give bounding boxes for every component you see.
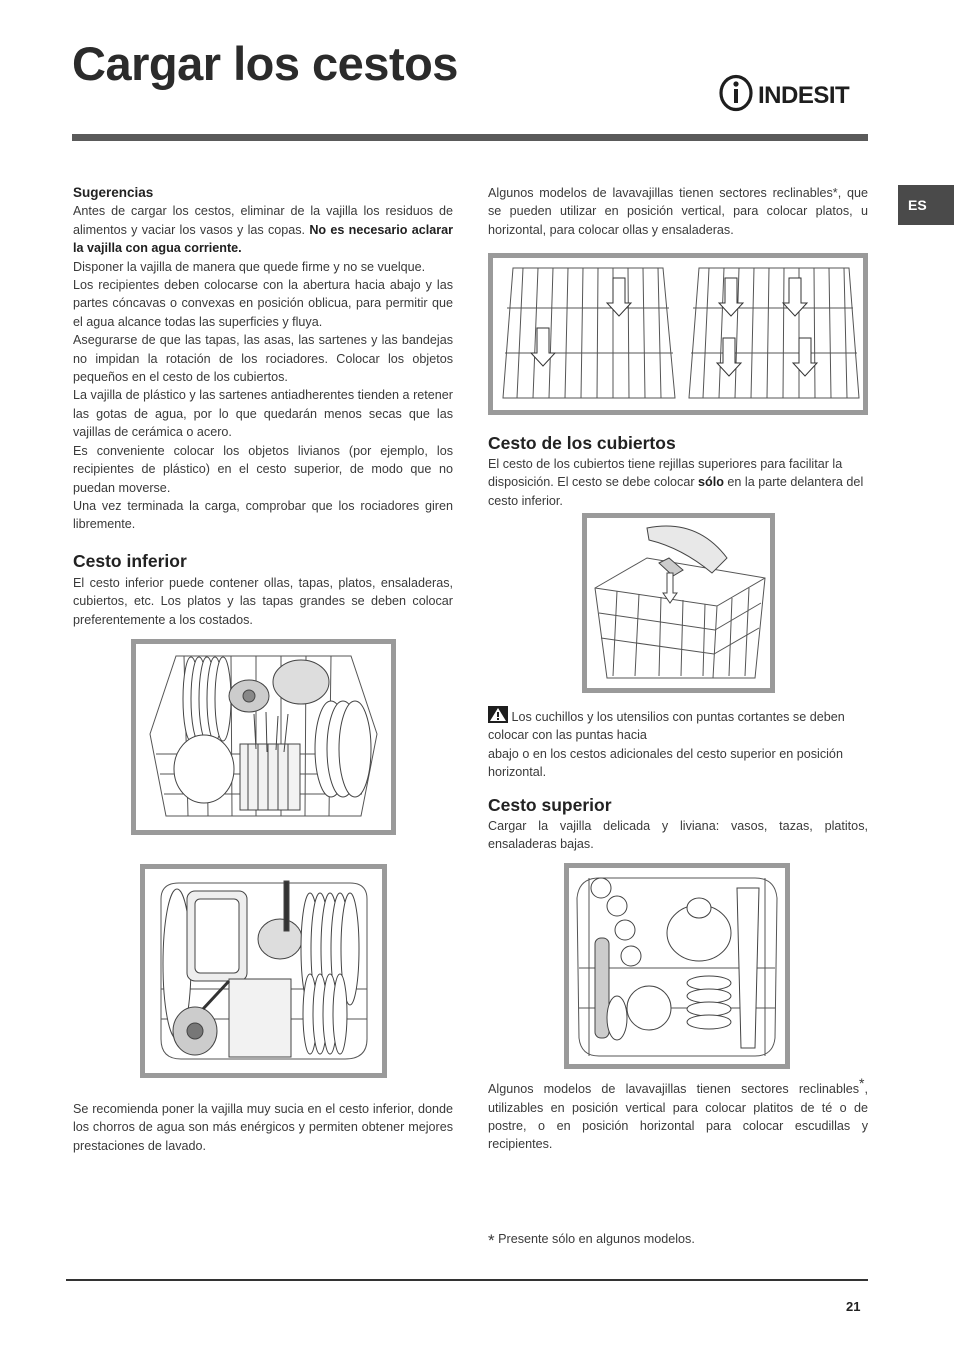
lower-basket-pans-illustration [145,869,382,1073]
upper-basket-heading: Cesto superior [488,795,612,815]
cutlery-basket-image [582,513,775,693]
cutlery-basket-heading: Cesto de los cubiertos [488,433,676,453]
tips-section [73,184,453,534]
footnote-star: * [488,1231,495,1250]
brand-logo [718,72,868,112]
tips-p1-text: Antes de cargar los cestos, eliminar de la vajilla los residuos de alimentos y vaciar los vasos y las copas. [73,204,453,237]
cutlery-basket-text [488,455,868,510]
tips-paragraph-2: Disponer la vajilla de manera que quede firme y no se vuelque. [73,259,426,274]
upper-note-a: Algunos modelos de lavavajillas tienen sectores reclinables [488,1082,860,1097]
lower-basket-image-1 [131,639,396,835]
warning-text-1: Los cuchillos y los utensilios con puntas cortantes se deben colocar con las puntas hacia [488,710,845,743]
upper-basket-text: Cargar la vajilla delicada y liviana: vasos, tazas, platitos, ensaladeras bajas. [488,819,868,852]
header-rule [72,134,868,141]
tips-paragraph-1 [73,202,453,257]
tips-paragraph-6: Es conveniente colocar los objetos livianos (por ejemplo, los recipientes de plástico) en el cesto superior, de modo que no puedan moverse. [73,443,453,495]
language-tab [898,185,954,225]
footnote [488,1230,868,1250]
cutlery-text-bold: sólo [698,475,724,490]
page-title: Cargar los cestos [72,37,458,90]
tips-paragraph-7: Una vez terminada la carga, comprobar que los rociadores giren libremente. [73,498,453,532]
warning-note [488,706,868,782]
reclinable-sectors-illustration [493,258,863,410]
upper-note-star: * [859,1075,865,1091]
indesit-logo-icon [718,72,868,112]
lower-basket-plates-illustration [136,644,391,830]
cutlery-text-b: en la parte delantera del cesto inferior. [488,475,864,508]
lower-basket-image-2 [140,864,387,1078]
tips-heading: Sugerencias [73,185,154,200]
footer-rule [66,1279,868,1281]
upper-basket-illustration [569,868,785,1064]
lower-basket-recommendation: Se recomienda poner la vajilla muy sucia en el cesto inferior, donde los chorros de agua son más enérgicos y permiten obtener mejores prestaciones de lavado. [73,1102,453,1153]
footnote-text: Presente sólo en algunos modelos. [494,1232,695,1246]
cutlery-text-a: El cesto de los cubiertos tiene rejillas superiores para facilitar la disposición. El cesto se debe colocar [488,457,843,490]
warning-text-2: abajo o en los cestos adicionales del cesto superior en posición horizontal. [488,746,843,780]
warning-icon [488,706,508,723]
tips-paragraph-3: Los recipientes deben colocarse con la abertura hacia abajo y las partes cóncavas o convexas en posición oblicua, para permitir que el agua alcance todas las superficies y fluya. [73,278,453,329]
page-number: 21 [846,1299,861,1314]
upper-note-b: , utilizables en posición vertical para colocar platitos de té o de postre, o en posición horizontal para colocar escudillas y recipientes. [488,1082,868,1152]
upper-basket-note [488,1074,868,1154]
upper-basket-image [564,863,790,1069]
language-tab-label: ES [908,197,927,213]
lower-basket-text: El cesto inferior puede contener ollas, tapas, platos, ensaladeras, cubiertos, etc. Los platos y las tapas grandes se deben colocar preferentemente a los costados. [73,576,453,627]
cutlery-basket-illustration [587,518,770,688]
reclinable-sectors-image [488,253,868,415]
tips-paragraph-5: La vajilla de plástico y las sartenes antiadherentes tienden a retener las gotas de agua, por lo que quedarán menos secas que las vajillas de cerámica o acero. [73,388,453,440]
tips-paragraph-4: Asegurarse de que las tapas, las asas, las sartenes y las bandejas no impidan la rotación de los rociadores. Colocar los objetos pequeños en el cesto de los cubiertos. [73,333,453,385]
tips-p1-bold: No es necesario aclarar la vajilla con agua corriente. [73,222,454,256]
reclinable-intro: Algunos modelos de lavavajillas tienen sectores reclinables*, que se pueden utilizar en posición vertical, para colocar platos, u horizontal, para colocar ollas y ensaladeras. [488,186,868,237]
lower-basket-heading: Cesto inferior [73,551,187,571]
brand-text: INDESIT [758,82,850,109]
